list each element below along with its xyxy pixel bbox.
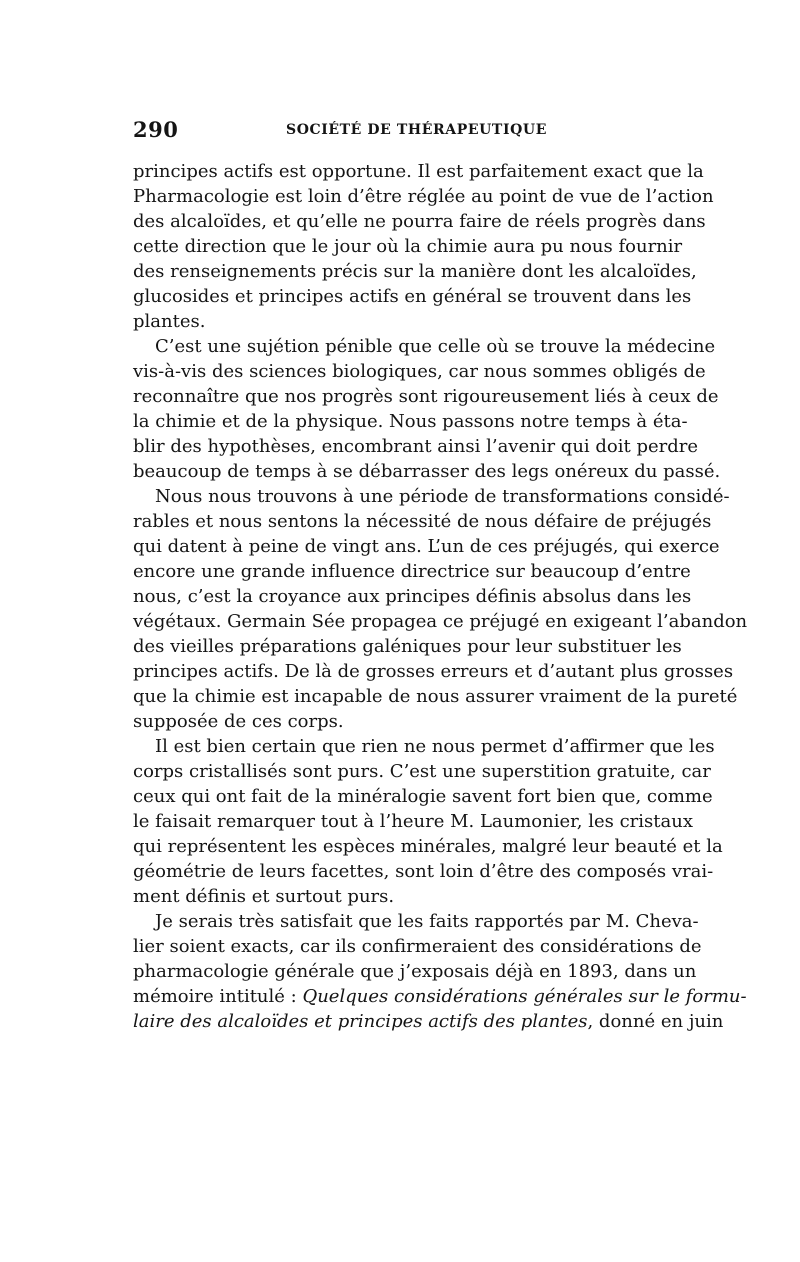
text-line: des vieilles préparations galéniques pour leur substituer les bbox=[133, 636, 682, 657]
text-line: cette direction que le jour où la chimie aura pu nous fournir bbox=[133, 236, 683, 257]
text-line: qui représentent les espèces minérales, malgré leur beauté et la bbox=[133, 836, 723, 857]
text-line: qui datent à peine de vingt ans. L’un de ces préjugés, qui exerce bbox=[133, 536, 720, 557]
text-line: principes actifs. De là de grosses erreurs et d’autant plus grosses bbox=[133, 661, 734, 682]
text-line: la chimie et de la physique. Nous passons notre temps à éta- bbox=[133, 411, 688, 432]
text-line: pharmacologie générale que j’exposais déjà en 1893, dans un bbox=[133, 961, 697, 982]
text-line: que la chimie est incapable de nous assurer vraiment de la pureté bbox=[133, 686, 738, 707]
text-line: le faisait remarquer tout à l’heure M. Laumonier, les cristaux bbox=[133, 811, 693, 832]
body-text bbox=[133, 159, 748, 1034]
text-line: rables et nous sentons la nécessité de nous défaire de préjugés bbox=[133, 511, 712, 532]
text-line: nous, c’est la croyance aux principes définis absolus dans les bbox=[133, 586, 692, 607]
text-line: glucosides et principes actifs en général se trouvent dans les bbox=[133, 286, 692, 307]
text-line: Il est bien certain que rien ne nous permet d’affirmer que les bbox=[155, 736, 715, 757]
text-line: supposée de ces corps. bbox=[133, 711, 344, 732]
text-line-mixed bbox=[133, 984, 747, 1009]
text-line: principes actifs est opportune. Il est parfaitement exact que la bbox=[133, 161, 704, 182]
text-line: des alcaloïdes, et qu’elle ne pourra faire de réels progrès dans bbox=[133, 211, 706, 232]
text-line: Pharmacologie est loin d’être réglée au point de vue de l’action bbox=[133, 186, 714, 207]
text-line: ment définis et surtout purs. bbox=[133, 886, 395, 907]
page-header bbox=[133, 117, 675, 143]
text-line: vis-à-vis des sciences biologiques, car nous sommes obligés de bbox=[133, 361, 706, 382]
text-line: Nous nous trouvons à une période de transformations considé- bbox=[155, 486, 730, 507]
text-line: plantes. bbox=[133, 311, 206, 332]
line-35-plain: , donné en juin bbox=[587, 1011, 724, 1032]
text-line: Je serais très satisfait que les faits rapportés par M. Cheva- bbox=[155, 911, 699, 932]
work-title-italic: laire des alcaloïdes et principes actifs des plantes bbox=[133, 1011, 588, 1032]
text-line: reconnaître que nos progrès sont rigoureusement liés à ceux de bbox=[133, 386, 719, 407]
text-line: corps cristallisés sont purs. C’est une superstition gratuite, car bbox=[133, 761, 711, 782]
text-line: blir des hypothèses, encombrant ainsi l’avenir qui doit perdre bbox=[133, 436, 699, 457]
text-line: des renseignements précis sur la manière dont les alcaloïdes, bbox=[133, 261, 697, 282]
text-line: lier soient exacts, car ils confirmeraient des considérations de bbox=[133, 936, 702, 957]
line-34-plain: mémoire intitulé : bbox=[133, 986, 303, 1007]
text-line: C’est une sujétion pénible que celle où se trouve la médecine bbox=[155, 336, 716, 357]
text-line: géométrie de leurs facettes, sont loin d’être des composés vrai- bbox=[133, 861, 714, 882]
text-line-mixed bbox=[133, 1009, 724, 1034]
running-head: SOCIÉTÉ DE THÉRAPEUTIQUE bbox=[286, 122, 547, 138]
text-line: ceux qui ont fait de la minéralogie savent fort bien que, comme bbox=[133, 786, 713, 807]
text-line: végétaux. Germain Sée propagea ce préjugé en exigeant l’abandon bbox=[133, 611, 748, 632]
text-line: beaucoup de temps à se débarrasser des legs onéreux du passé. bbox=[133, 461, 721, 482]
text-line: encore une grande influence directrice sur beaucoup d’entre bbox=[133, 561, 691, 582]
work-title-italic: Quelques considérations générales sur le formu- bbox=[302, 986, 747, 1007]
page-number: 290 bbox=[133, 117, 179, 142]
